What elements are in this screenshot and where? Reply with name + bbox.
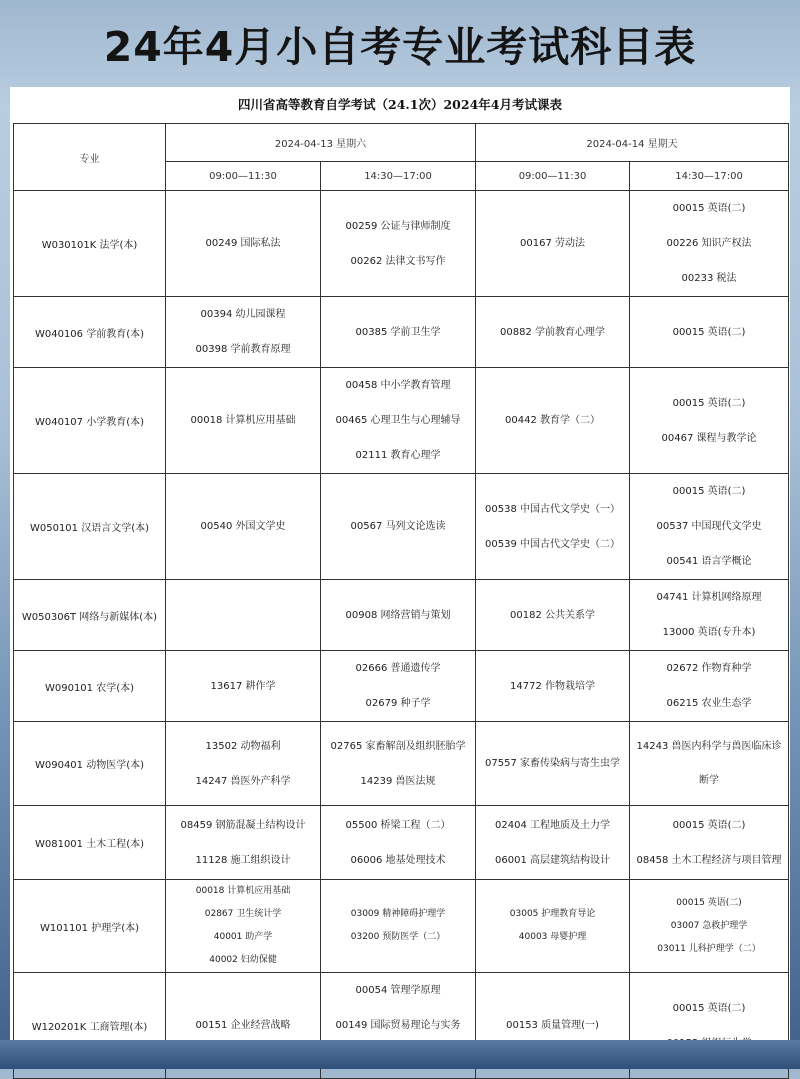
course-entry: 00015 英语(二) <box>676 897 742 908</box>
course-cell <box>166 651 321 722</box>
course-entry: 00054 管理学原理 <box>355 985 441 996</box>
course-entry: 04741 计算机网络原理 <box>656 592 762 603</box>
course-cell <box>321 297 476 368</box>
course-cell <box>476 651 630 722</box>
course-entry: 14247 兽医外产科学 <box>195 775 291 787</box>
major-cell: W050306T 网络与新媒体(本) <box>14 580 166 651</box>
course-cell <box>166 368 321 474</box>
course-entry: 00015 英语(二) <box>672 326 746 338</box>
course-cell <box>321 474 476 580</box>
slot-header: 14:30—17:00 <box>321 162 476 191</box>
course-entry: 03009 精神障碍护理学 <box>350 909 446 919</box>
course-entry: 00153 质量管理(一) <box>506 1020 599 1031</box>
major-cell: W040106 学前教育(本) <box>14 297 166 368</box>
course-cell <box>630 191 789 297</box>
course-entry: 13502 动物福利 <box>205 740 281 752</box>
course-entry: 13617 耕作学 <box>210 680 276 692</box>
course-entry: 00015 英语(二) <box>672 819 746 831</box>
slot-header: 09:00—11:30 <box>166 162 321 191</box>
course-entry: 00394 幼儿园课程 <box>200 309 286 320</box>
major-cell: W030101K 法学(本) <box>14 191 166 297</box>
course-cell <box>321 806 476 880</box>
table-row <box>14 806 789 880</box>
day1-header: 2024-04-13 星期六 <box>166 124 476 162</box>
table-row <box>14 191 789 297</box>
course-cell <box>166 297 321 368</box>
course-entry: 03011 儿科护理学（二） <box>657 943 761 954</box>
table-row <box>14 368 789 474</box>
course-entry: 00458 中小学教育管理 <box>345 380 451 391</box>
course-entry: 06215 农业生态学 <box>666 698 752 709</box>
day2-header: 2024-04-14 星期天 <box>476 124 789 162</box>
course-entry: 03200 预防医学（二） <box>350 932 446 942</box>
course-cell <box>630 880 789 973</box>
course-cell <box>630 474 789 580</box>
course-entry: 06001 高层建筑结构设计 <box>495 854 611 866</box>
course-entry: 00182 公共关系学 <box>510 609 596 621</box>
course-entry: 00262 法律文书写作 <box>350 255 446 267</box>
course-entry: 00233 税法 <box>681 273 737 284</box>
course-cell <box>476 297 630 368</box>
course-cell <box>321 368 476 474</box>
course-cell <box>166 806 321 880</box>
course-cell <box>321 191 476 297</box>
background-sea <box>0 1040 800 1069</box>
major-cell: W081001 土木工程(本) <box>14 806 166 880</box>
course-entry: 00442 教育学（二） <box>505 415 601 426</box>
banner-title: 24年4月小自考专业考试科目表 <box>103 22 697 71</box>
course-entry: 03005 护理教育导论 <box>509 909 596 919</box>
course-entry: 00018 计算机应用基础 <box>190 415 296 426</box>
course-entry: 00882 学前教育心理学 <box>500 326 606 338</box>
course-cell <box>630 806 789 880</box>
course-cell <box>476 580 630 651</box>
major-cell: W090401 动物医学(本) <box>14 722 166 806</box>
course-entry: 00226 知识产权法 <box>666 238 752 249</box>
course-entry: 00567 马列文论选读 <box>350 521 446 532</box>
course-entry: 00015 英语(二) <box>672 397 746 409</box>
major-cell: W120201K 工商管理(本) <box>14 973 166 1079</box>
slot-header: 09:00—11:30 <box>476 162 630 191</box>
sheet-title: 四川省高等教育自学考试（24.1次）2024年4月考试课表 <box>238 97 562 112</box>
course-cell <box>476 722 630 806</box>
course-entry: 00015 英语(二) <box>672 1002 746 1014</box>
course-entry: 02666 普通遗传学 <box>355 663 441 674</box>
course-cell <box>476 474 630 580</box>
exam-schedule-table <box>13 123 789 1079</box>
course-entry: 40002 妇幼保健 <box>209 955 277 965</box>
major-cell: W050101 汉语言文学(本) <box>14 474 166 580</box>
banner <box>0 0 800 86</box>
course-entry: 02111 教育心理学 <box>355 450 441 461</box>
course-entry: 07557 家畜传染病与寄生虫学 <box>485 758 621 769</box>
course-cell <box>166 580 321 651</box>
course-entry: 40001 助产学 <box>213 932 273 942</box>
slot-header: 14:30—17:00 <box>630 162 789 191</box>
course-entry: 00385 学前卫生学 <box>355 326 441 338</box>
course-entry: 00398 学前教育原理 <box>195 344 291 355</box>
course-entry: 06006 地基处理技术 <box>350 854 446 866</box>
course-entry: 00015 英语(二) <box>672 486 746 497</box>
course-cell <box>476 806 630 880</box>
course-cell <box>630 297 789 368</box>
course-entry: 00908 网络营销与策划 <box>345 609 451 621</box>
major-cell: W101101 护理学(本) <box>14 880 166 973</box>
course-cell <box>321 722 476 806</box>
course-entry: 00465 心理卫生与心理辅导 <box>335 415 461 426</box>
course-cell <box>166 880 321 973</box>
course-entry: 00541 语言学概论 <box>666 556 752 567</box>
course-entry: 00538 中国古代文学史（一） <box>485 503 621 515</box>
course-cell <box>630 722 789 806</box>
major-header: 专业 <box>14 124 166 191</box>
course-entry: 00167 劳动法 <box>520 238 586 249</box>
course-entry: 00539 中国古代文学史（二） <box>485 538 621 550</box>
major-cell: W040107 小学教育(本) <box>14 368 166 474</box>
course-entry: 00249 国际私法 <box>205 238 281 249</box>
table-row <box>14 297 789 368</box>
table-row <box>14 880 789 973</box>
course-cell <box>476 191 630 297</box>
course-cell <box>630 580 789 651</box>
course-entry: 00467 课程与教学论 <box>661 432 757 444</box>
course-cell <box>166 722 321 806</box>
course-cell <box>630 651 789 722</box>
course-entry: 02765 家畜解剖及组织胚胎学 <box>330 740 466 752</box>
course-cell <box>476 880 630 973</box>
major-cell: W090101 农学(本) <box>14 651 166 722</box>
table-row <box>14 722 789 806</box>
course-entry: 14239 兽医法规 <box>360 775 436 787</box>
course-cell <box>476 368 630 474</box>
course-entry: 14243 兽医内科学与兽医临床诊断学 <box>636 740 782 786</box>
course-entry: 00149 国际贸易理论与实务 <box>335 1020 461 1031</box>
course-cell <box>321 880 476 973</box>
course-cell <box>321 651 476 722</box>
schedule-sheet <box>10 87 790 1040</box>
course-entry: 02672 作物育种学 <box>666 663 752 674</box>
course-cell <box>166 191 321 297</box>
course-cell <box>166 474 321 580</box>
table-row <box>14 474 789 580</box>
course-entry: 02404 工程地质及土力学 <box>495 819 611 831</box>
course-entry: 11128 施工组织设计 <box>195 854 291 866</box>
course-entry: 02867 卫生统计学 <box>204 909 282 919</box>
course-entry: 00015 英语(二) <box>672 203 746 214</box>
table-row <box>14 580 789 651</box>
course-entry: 00259 公证与律师制度 <box>345 220 451 232</box>
course-entry: 03007 急救护理学 <box>670 920 748 931</box>
course-cell <box>630 368 789 474</box>
course-entry: 05500 桥梁工程（二） <box>345 819 451 831</box>
course-entry: 00540 外国文学史 <box>200 521 286 532</box>
table-row <box>14 651 789 722</box>
course-entry: 40003 母婴护理 <box>518 932 587 942</box>
course-entry: 00537 中国现代文学史 <box>656 521 762 532</box>
course-entry: 00018 计算机应用基础 <box>195 886 291 896</box>
course-entry: 14772 作物栽培学 <box>510 680 596 692</box>
course-entry: 00151 企业经营战略 <box>195 1020 291 1031</box>
course-cell <box>321 580 476 651</box>
course-entry: 08459 钢筋混凝土结构设计 <box>180 819 306 831</box>
course-entry: 13000 英语(专升本) <box>662 627 756 638</box>
course-entry: 08458 土木工程经济与项目管理 <box>636 854 782 866</box>
course-entry: 02679 种子学 <box>365 698 431 709</box>
